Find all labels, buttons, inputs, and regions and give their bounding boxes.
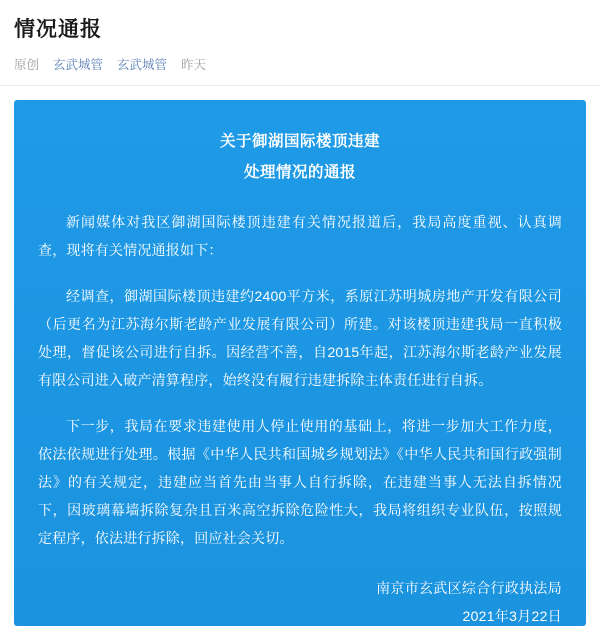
notice-heading-line-2: 处理情况的通报 xyxy=(243,164,356,182)
notice-heading-line-1: 关于御湖国际楼顶违建 xyxy=(219,133,380,151)
origin-badge: 原创 xyxy=(14,58,40,73)
article-header xyxy=(0,0,600,85)
notice-card xyxy=(14,100,586,626)
notice-paragraph: 下一步，我局在要求违建使用人停止使用的基础上，将进一步加大工作力度，依法依规进行处理。根据《中华人民共和国城乡规划法》《中华人民共和国行政强制法》的有关规定，违建应当首先由当事人自行拆除，在违建当事人无法自拆情况下，因玻璃幕墙拆除复杂且百米高空拆除危险性大，我局将组织专业队伍，按照规定程序，依法进行拆除，回应社会关切。 xyxy=(38,418,562,547)
notice-paragraph: 新闻媒体对我区御湖国际楼顶违建有关情况报道后，我局高度重视、认真调查，现将有关情况通报如下： xyxy=(38,214,562,259)
article-meta xyxy=(14,55,586,85)
header-divider xyxy=(0,85,600,86)
account-name-secondary[interactable]: 玄武城管 xyxy=(117,58,168,73)
notice-signature xyxy=(38,574,562,630)
notice-heading xyxy=(38,126,562,188)
signature-date: 2021年3月22日 xyxy=(462,608,562,625)
publish-time: 昨天 xyxy=(181,58,207,73)
notice-paragraph: 经调查，御湖国际楼顶违建约2400平方米，系原江苏明城房地产开发有限公司（后更名为江苏海尔斯老龄产业发展有限公司）所建。对该楼顶违建我局一直积极处理，督促该公司进行自拆。因经营不善，自2015年起，江苏海尔斯老龄产业发展有限公司进入破产清算程序，始终没有履行违建拆除主体责任进行自拆。 xyxy=(38,288,562,389)
account-name[interactable]: 玄武城管 xyxy=(53,58,104,73)
signature-organization: 南京市玄武区综合行政执法局 xyxy=(376,580,562,597)
page-title: 情况通报 xyxy=(14,18,102,41)
